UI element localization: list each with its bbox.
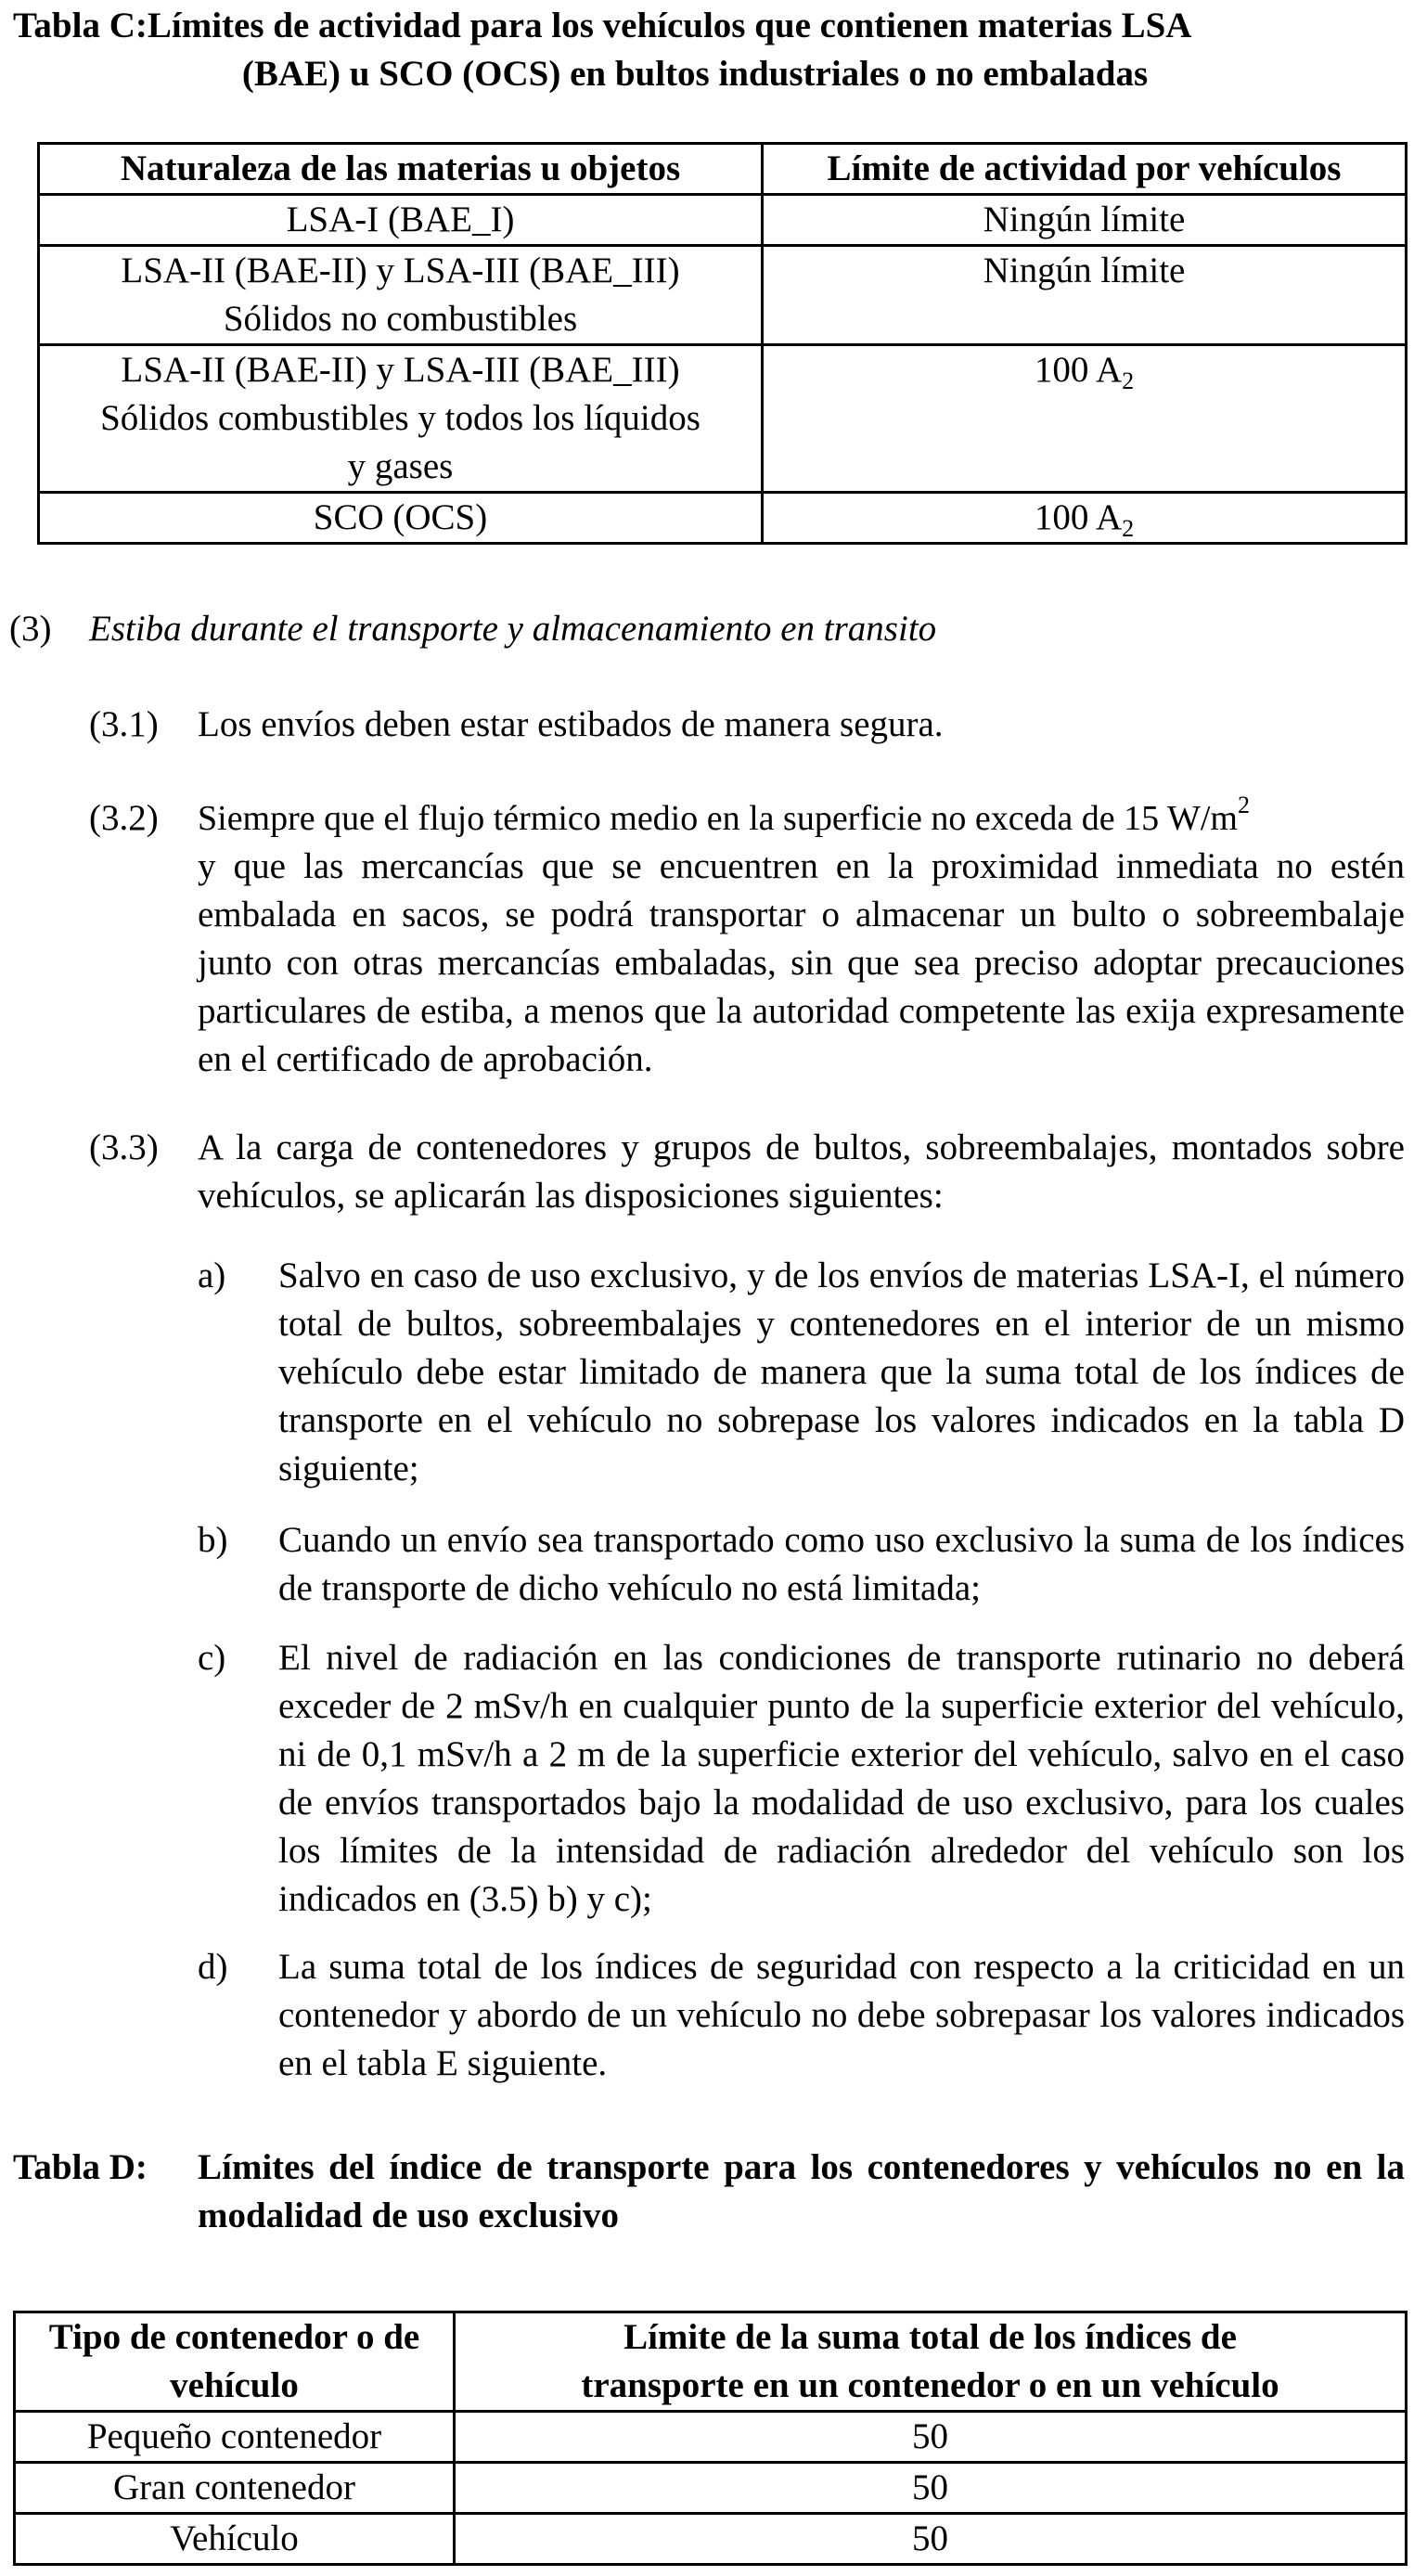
table-d-header-2 (455, 2312, 1407, 2412)
table-c-cell-nature (39, 345, 763, 493)
table-row (39, 345, 1407, 493)
table-d-cell-limit: 50 (455, 2463, 1407, 2514)
paragraph-3-3-number: (3.3) (89, 1127, 159, 1167)
list-item-text: Cuando un envío sea transportado como uso exclusivo la suma de los índices de transporte de dicho vehículo no está limitada; (278, 1520, 1405, 1608)
table-row (39, 195, 1407, 246)
paragraph-3-3 (0, 1124, 1414, 1220)
list-item-label: b) (198, 1520, 228, 1560)
table-c-title-line2 (13, 50, 1405, 98)
table-c-cell-limit: Ningún límite (763, 246, 1407, 345)
paragraph-3-3-text: A la carga de contenedores y grupos de bultos, sobreembalajes, montados sobre vehículos, se aplicarán las disposiciones siguientes: (198, 1127, 1405, 1216)
table-c-header-row (39, 144, 1407, 195)
table-c-title-text1: Límites de actividad para los vehículos que contienen materias LSA (147, 6, 1192, 45)
section-3-number: (3) (9, 609, 52, 649)
table-d-label: Tabla D: (13, 2147, 148, 2187)
table-c-cell-nature (39, 246, 763, 345)
table-d-header-1 (15, 2312, 455, 2412)
cell-line: y gases (347, 446, 454, 486)
table-d-cell-type: Pequeño contenedor (15, 2412, 455, 2463)
table-d-cell-type: Vehículo (15, 2514, 455, 2565)
list-item-text: La suma total de los índices de seguridad con respecto a la criticidad en un contenedor y abordo de un vehículo no debe sobrepasar los valores indicados en el tabla E siguiente. (278, 1947, 1405, 2083)
paragraph-3-2-superscript: 2 (1237, 792, 1250, 818)
section-3-heading (9, 605, 1401, 653)
header-line: vehículo (170, 2365, 299, 2405)
table-c-cell-nature (39, 195, 763, 246)
list-item (0, 1943, 1414, 2088)
section-3-title: Estiba durante el transporte y almacenamiento en transito (89, 609, 937, 649)
limit-subscript: 2 (1122, 367, 1135, 394)
limit-subscript: 2 (1122, 515, 1135, 542)
table-d-title (0, 2144, 1414, 2240)
paragraph-3-1-text: Los envíos deben estar estibados de manera segura. (198, 704, 944, 744)
table-d-header-row (15, 2312, 1407, 2412)
limit-value: 100 A (1034, 350, 1123, 390)
paragraph-3-2-line1-text: Siempre que el flujo térmico medio en la superficie no exceda de 15 W/m (198, 799, 1238, 838)
table-c-title-text2: (BAE) u SCO (OCS) en bultos industriales o no embaladas (241, 54, 1149, 94)
cell-line: LSA-I (BAE_I) (286, 200, 515, 239)
table-c-header-1: Naturaleza de las materias u objetos (39, 144, 763, 195)
table-d-cell-limit: 50 (455, 2412, 1407, 2463)
table-row (39, 493, 1407, 544)
table-c-title (13, 2, 1405, 98)
header-line: transporte en un contenedor o en un vehículo (581, 2365, 1279, 2405)
table-c-cell-limit: Ningún límite (763, 195, 1407, 246)
list-item-label: c) (198, 1638, 226, 1678)
table-d-title-text: Límites del índice de transporte para los contenedores y vehículos no en la modalidad de uso exclusivo (198, 2147, 1405, 2235)
table-c-cell-limit (763, 493, 1407, 544)
table-c-cell-nature (39, 493, 763, 544)
table-c-cell-limit (763, 345, 1407, 493)
list-item-label: a) (198, 1256, 226, 1295)
table-row (15, 2463, 1407, 2514)
cell-line: SCO (OCS) (313, 497, 488, 537)
list-item-text: El nivel de radiación en las condiciones de transporte rutinario no deberá exceder de 2 mSv/h en cualquier punto de la superficie exterior del vehículo, ni de 0,1 mSv/h a 2 m de la superficie exterior del vehículo, salvo en el caso de envíos transportados bajo la modalidad de uso exclusivo, para los cuales los límites de la intensidad de radiación alrededor del vehículo son los indicados en (3.5) b) y c); (278, 1638, 1405, 1919)
paragraph-3-2-line1 (198, 794, 1405, 843)
paragraph-3-2-rest: y que las mercancías que se encuentren en la proximidad inmediata no estén embalada en sacos, se podrá transportar o almacenar un bulto o sobreembalaje junto con otras mercancías embaladas, sin que sea preciso adoptar precauciones particulares de estiba, a menos que la autoridad competente las exija expresamente en el certificado de aprobación. (198, 846, 1405, 1079)
table-row (15, 2514, 1407, 2565)
table-d-cell-type: Gran contenedor (15, 2463, 455, 2514)
table-c-header-2: Límite de actividad por vehículos (763, 144, 1407, 195)
header-line: Límite de la suma total de los índices de (623, 2317, 1237, 2357)
table-row (39, 246, 1407, 345)
cell-line: Sólidos combustibles y todos los líquidos (100, 398, 701, 438)
header-line: Tipo de contenedor o de (48, 2317, 420, 2357)
list-item-text: Salvo en caso de uso exclusivo, y de los envíos de materias LSA-I, el número total de bultos, sobreembalajes y contenedores en el interior de un mismo vehículo debe estar limitado de manera que la suma total de los índices de transporte en el vehículo no sobrepase los valores indicados en la tabla D siguiente; (278, 1256, 1405, 1488)
list-item (0, 1634, 1414, 1924)
limit-value: 100 A (1034, 497, 1123, 537)
paragraph-3-1 (0, 701, 1414, 749)
table-d-cell-limit: 50 (455, 2514, 1407, 2565)
paragraph-3-2-text (198, 794, 1405, 1084)
table-c (37, 142, 1408, 545)
paragraph-3-2-number: (3.2) (89, 798, 159, 838)
cell-line: LSA-II (BAE-II) y LSA-III (BAE_III) (121, 251, 680, 290)
table-c-title-line1 (13, 2, 1405, 50)
paragraph-3-1-number: (3.1) (89, 704, 159, 744)
cell-line: Sólidos no combustibles (223, 299, 578, 339)
table-row (15, 2412, 1407, 2463)
table-c-label: Tabla C: (13, 6, 148, 45)
list-item (0, 1252, 1414, 1493)
table-d (13, 2311, 1408, 2566)
list-item (0, 1516, 1414, 1613)
list-item-label: d) (198, 1947, 228, 1987)
paragraph-3-2 (0, 794, 1414, 1084)
cell-line: LSA-II (BAE-II) y LSA-III (BAE_III) (121, 350, 680, 390)
